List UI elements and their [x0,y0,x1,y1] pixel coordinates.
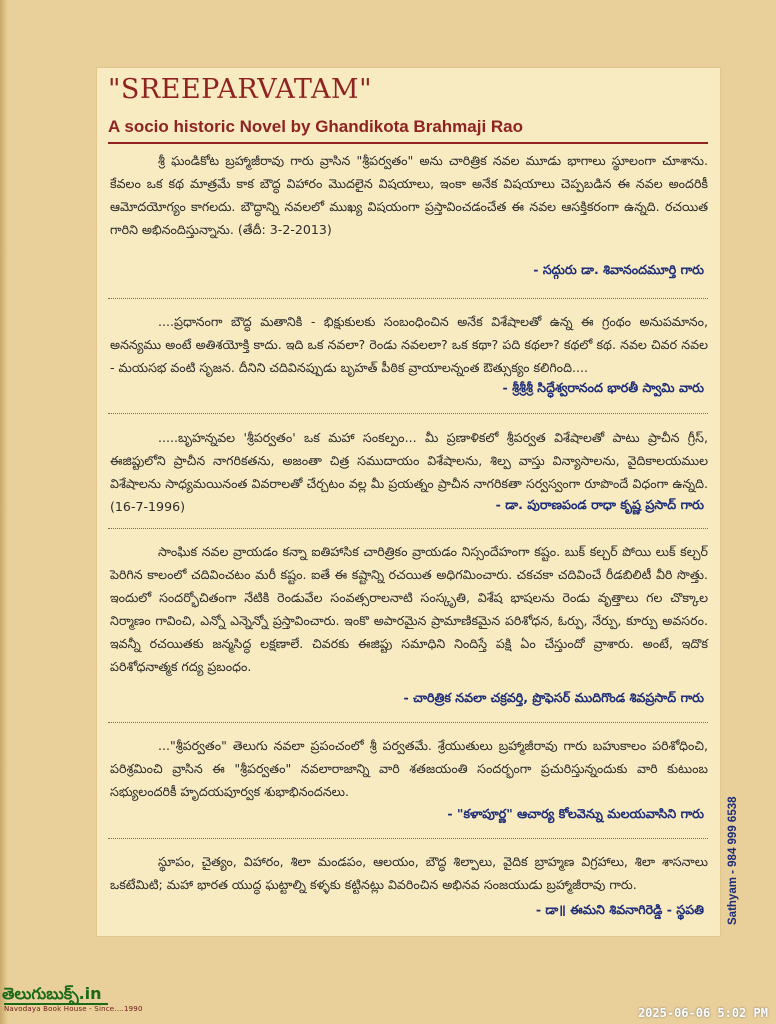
review-text-2: ....ప్రధానంగా బౌద్ధ మతానికి - భిక్షుకులకు సంబంధించిన అనేక విశేషాలతో ఉన్న ఈ గ్రంథం అనుపమానం, అనన్యము అంటే అతిశయోక్తి కాదు. ఇది ఒక నవలా? రెండు నవలలా? ఒక కథా? పది కథలా? కథలో కథ. నవల చివర నవల - మయసభ వంటి సృజన. దీనిని చదివినప్పుడు బృహత్ పీఠిక వ్రాయాలన్నంత ఔత్సుక్యం కలిగింది.... [110,314,708,375]
scan-timestamp: 2025-06-06 5:02 PM [637,1006,768,1020]
logo-tagline: Navodaya Book House - Since....1990 [4,1005,143,1013]
section-divider [108,298,708,299]
logo-name: తెలుగుబుక్స్.in [2,984,102,1003]
section-divider [108,838,708,839]
book-title: "SREEPARVATAM" [108,74,373,105]
review-text-1: శ్రీ ఘండికోట బ్రహ్మాజీరావు గారు వ్రాసిన "శ్రీపర్వతం" అను చారిత్రిక నవల మూడు భాగాలు స్థూలంగా చూశాను. కేవలం ఒక కథ మాత్రమే కాక బౌద్ధ విహారం మొదలైన విషయాలు, ఇంకా అనేక విషయాలు చెప్పబడిన ఈ నవల అందరికీ ఆమోదయోగ్యం కాగలదు. బౌద్ధాన్ని నవలలో ముఖ్య విషయంగా ప్రస్తావించడంచేత ఈ నవల ఆసక్తికరంగా ఉన్నది. రచయిత గారిని అభినందిస్తున్నాను. (తేదీ: 3-2-2013) [110,153,708,237]
review-text-3: .....బృహన్నవల 'శ్రీపర్వతం' ఒక మహా సంకల్పం... మీ ప్రణాళికలో శ్రీపర్వత విశేషాలతో పాటు ప్రాచీన గ్రీస్, ఈజిప్టులోని ప్రాచీన నాగరికతను, అజంతా చిత్ర సముదాయం విశేషాలను, శిల్ప వాస్తు విన్యాసాలను, వైదికాలయముల విశేషాలను సాధ్యమయినంత వివరాలతో చేర్చటం వల్ల మీ ప్రయత్నం ప్రాచీన నాగరికతా సర్వస్వంగా రూపొందే విధంగా ఉన్నది. (16-7-1996) [110,430,708,514]
review-author-4: - చారిత్రిక నవలా చక్రవర్తి, ప్రొఫెసర్ ముదిగొండ శివప్రసాద్ గారు [403,690,704,705]
publisher-logo[interactable] [2,984,143,1020]
review-author-6: - డా॥ ఈమని శివనాగిరెడ్డి - స్థపతి [535,902,704,917]
review-text-5: ..."శ్రీపర్వతం" తెలుగు నవలా ప్రపంచంలో శ్రీ పర్వతమే. శ్రేయుతులు బ్రహ్మాజీరావు గారు బహుకాలం పరిశోధించి, పరిశ్రమించి వ్రాసిన ఈ "శ్రీపర్వతం" నవలారాజాన్ని వారి శతజయంతి సందర్భంగా ప్రచురిస్తున్నందుకు వారి కుటుంబ సభ్యులందరికీ హృదయపూర్వక శుభాభినందనలు. [110,738,708,799]
review-author-5: - "కళాపూర్ణ" ఆచార్య కోలవెన్ను మలయవాసిని గారు [447,806,704,821]
section-divider [108,528,708,529]
section-divider [108,722,708,723]
cover-spine-edge [0,0,8,1024]
review-author-3: - డా. పురాణపండ రాధా కృష్ణ ప్రసాద్ గారు [495,497,704,512]
title-underline [108,142,708,144]
review-text-6: స్థూపం, చైత్యం, విహారం, శిలా మండపం, ఆలయం, బౌద్ధ శిల్పాలు, వైదిక బ్రాహ్మణ విగ్రహాలు, శిలా శాసనాలు ఒకటేమిటి; మహా భారత యుద్ధ ఘట్టాల్ని కళ్ళకు కట్టినట్లు వివరించిన అభినవ సంజయుడు బ్రహ్మాజీరావు గారు. [110,854,708,892]
contact-phone: Sathyam - 984 999 6538 [727,796,739,925]
section-divider [108,413,708,414]
review-text-4: సాంఘిక నవల వ్రాయడం కన్నా ఐతిహాసిక చారిత్రికం వ్రాయడం నిస్సందేహంగా కష్టం. బుక్ కల్చర్ పోయి లుక్ కల్చర్ పెరిగిన కాలంలో చదివించటం మరీ కష్టం. ఐతే ఈ కష్టాన్ని రచయిత అధిగమించారు. చకచకా చదివించే రీడబిలిటీ వీరి సొత్తు. ఇందులో సందర్భోచితంగా నేటికి రెండువేల సంవత్సరాలనాటి సంస్కృతి, విశేష భాషలను రెండు వృత్తాలు గల చొక్కాల నిర్మాణం గావించి, ఎన్నో ఎన్నెన్నో ప్రస్తావించారు. ఇంకొ అపారమైన ప్రామాణికమైన పరిశోధన, ఓర్పు, నేర్పు, కూర్పు అవసరం. ఇవన్నీ రచయితకు జన్మసిద్ధ లక్షణాలే. చివరకు ఈజిప్టు సమాధిని నిందిస్తే పక్షి ఏం చేస్తుందో వ్రాశారు. అంటే, ఇదొక పరిశోధనాత్మక గద్య ప్రబంధం. [110,544,708,674]
review-author-2: - శ్రీశ్రీశ్రీ సిద్ధేశ్వరానంద భారతీ స్వామి వారు [502,380,704,395]
book-subtitle: A socio historic Novel by Ghandikota Brahmaji Rao [108,117,524,136]
review-author-1: - సద్గురు డా. శివానందమూర్తి గారు [533,262,704,277]
